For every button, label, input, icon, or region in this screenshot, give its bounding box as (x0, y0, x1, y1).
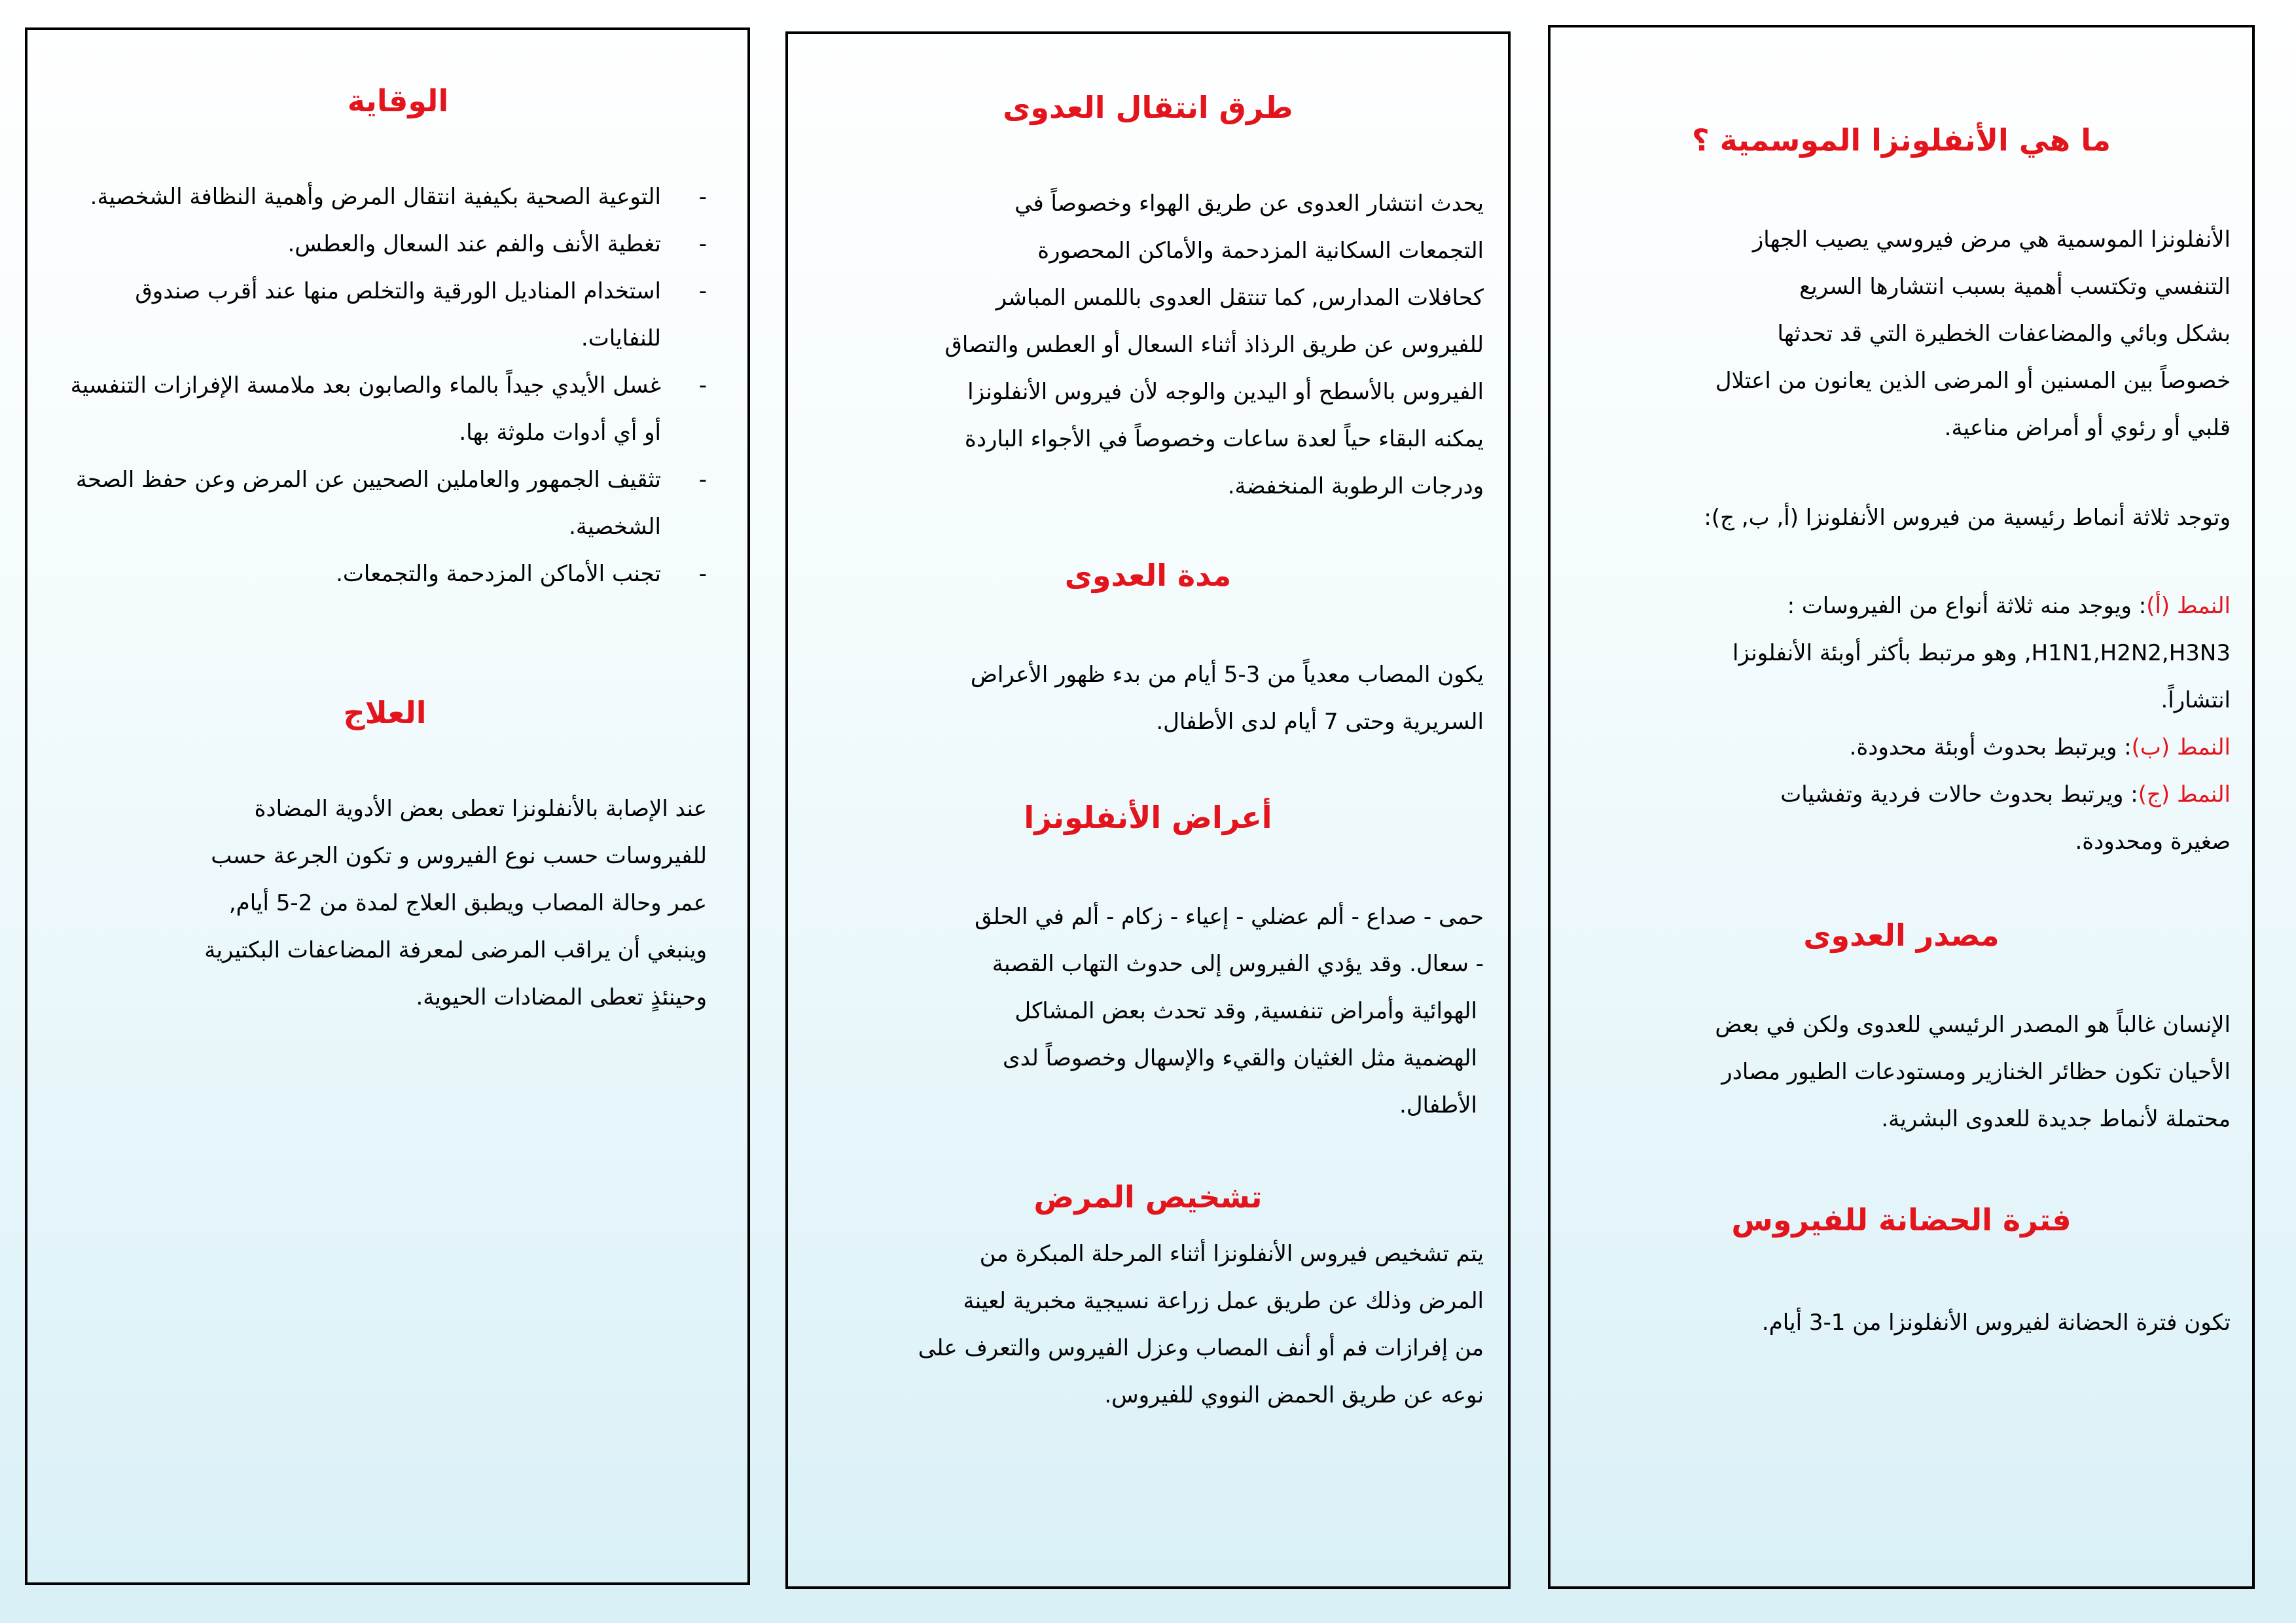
symptoms-line: الهوائية وأمراض تنفسية, وقد تحدث بعض المشاكل (1014, 998, 1477, 1024)
prevention-item-text: التوعية الصحية بكيفية انتقال المرض وأهمية النظافة الشخصية. (90, 184, 661, 210)
diagnosis-line: المرض وذلك عن طريق عمل زراعة نسيجية مخبرية لعينة (963, 1288, 1484, 1314)
duration-line: يكون المصاب معدياً من 3-5 أيام من بدء ظهور الأعراض (970, 662, 1484, 688)
list-item (62, 173, 707, 221)
transmission-line: ودرجات الرطوبة المنخفضة. (1227, 473, 1484, 499)
influenza-title: ما هي الأنفلونزا الموسمية ؟ (1691, 122, 2111, 158)
transmission-line: يمكنه البقاء حياً لعدة ساعات وخصوصاً في الأجواء الباردة (965, 426, 1484, 452)
bullet-dash: - (698, 278, 707, 304)
diagnosis-line: من إفرازات فم أو أنف المصاب وعزل الفيروس والتعرف على (918, 1335, 1484, 1361)
type-c-line2: صغيرة ومحدودة. (2075, 829, 2231, 855)
treatment-line: عند الإصابة بالأنفلونزا تعطى بعض الأدوية المضادة (254, 796, 707, 822)
incubation-title: فترة الحضانة للفيروس (1731, 1202, 2072, 1238)
type-c-text: : ويرتبط بحدوث حالات فردية وتفشيات (1780, 781, 2138, 808)
list-item (62, 550, 707, 597)
source-text (1558, 1001, 2231, 1143)
prevention-item-text: تجنب الأماكن المزدحمة والتجمعات. (336, 561, 661, 587)
prevention-item-text: غسل الأيدي جيداً بالماء والصابون بعد ملامسة الإفرازات التنفسية أو أي أدوات ملوثة بها. (70, 372, 661, 446)
symptoms-title: أعراض الأنفلونزا (1024, 800, 1272, 835)
transmission-line: التجمعات السكانية المزدحمة والأماكن المحصورة (1037, 238, 1484, 264)
intro-line: خصوصاً بين المسنين أو المرضى الذين يعانون من اعتلال (1715, 368, 2231, 394)
intro-line: قلبي أو رئوي أو أمراض مناعية. (1944, 415, 2231, 441)
transmission-line: كحافلات المدارس, كما تنتقل العدوى باللمس المباشر (996, 285, 1484, 311)
intro-line: بشكل وبائي والمضاعفات الخطيرة التي قد تحدثها (1777, 321, 2231, 347)
type-b-label: النمط (ب) (2131, 734, 2231, 760)
influenza-intro (1564, 216, 2231, 452)
diagnosis-line: نوعه عن طريق الحمض النووي للفيروس. (1104, 1382, 1484, 1408)
type-a-line2: H1N1,H2N2,H3N3, وهو مرتبط بأكثر أوبئة الأنفلونزا (1732, 640, 2231, 666)
source-line: الإنسان غالباً هو المصدر الرئيسي للعدوى ولكن في بعض (1715, 1012, 2231, 1038)
list-item (62, 362, 707, 456)
symptoms-line: حمى - صداع - ألم عضلي - إعياء - زكام - ألم في الحلق (975, 904, 1484, 930)
type-a-label: النمط (أ) (2146, 593, 2231, 619)
prevention-item-text: استخدام المناديل الورقية والتخلص منها عند أقرب صندوق للنفايات. (135, 278, 661, 351)
source-line: الأحيان تكون حظائر الخنازير ومستودعات الطيور مصادر (1721, 1059, 2231, 1085)
symptoms-line: الهضمية مثل الغثيان والقيء والإسهال وخصوصاً لدى (1003, 1045, 1477, 1071)
duration-line: السريرية وحتى 7 أيام لدى الأطفال. (1156, 709, 1484, 735)
type-b-line (1564, 724, 2231, 771)
transmission-line: للفيروس عن طريق الرذاذ أثناء السعال أو العطس والتصاق (944, 332, 1484, 358)
duration-title: مدة العدوى (1064, 558, 1232, 593)
prevention-item-text: تغطية الأنف والفم عند السعال والعطس. (287, 231, 661, 257)
bullet-dash: - (698, 561, 707, 587)
diagnosis-title: تشخيص المرض (1033, 1179, 1263, 1215)
treatment-title: العلاج (343, 695, 427, 730)
transmission-title: طرق انتقال العدوى (1003, 90, 1293, 125)
treatment-line: وينبغي أن يراقب المرضى لمعرفة المضاعفات البكتيرية (204, 937, 707, 963)
symptoms-line: - سعال. وقد يؤدي الفيروس إلى حدوث التهاب القصبة (992, 951, 1484, 977)
incubation-text: تكون فترة الحضانة لفيروس الأنفلونزا من 1-3 أيام. (1761, 1310, 2231, 1336)
type-b-text: : ويرتبط بحدوث أوبئة محدودة. (1849, 734, 2132, 760)
type-a-text: : ويوجد منه ثلاثة أنواع من الفيروسات : (1787, 593, 2147, 619)
treatment-line: عمر وحالة المصاب ويطبق العلاج لمدة من 2-5 أيام, (228, 890, 707, 916)
list-item (62, 456, 707, 550)
influenza-types (1564, 582, 2231, 865)
treatment-line: للفيروسات حسب نوع الفيروس و تكون الجرعة حسب (211, 843, 707, 869)
transmission-text (795, 180, 1484, 510)
list-item (62, 221, 707, 268)
type-a-line (1564, 582, 2231, 630)
prevention-item-text: تثقيف الجمهور والعاملين الصحيين عن المرض وعن حفظ الصحة الشخصية. (75, 467, 661, 540)
transmission-line: الفيروس بالأسطح أو اليدين والوجه لأن فيروس الأنفلونزا (967, 379, 1484, 405)
intro-line: التنفسي وتكتسب أهمية بسبب انتشارها السريع (1799, 274, 2231, 300)
symptoms-line: الأطفال. (1399, 1092, 1477, 1118)
duration-text (795, 651, 1484, 745)
list-item (62, 268, 707, 362)
type-c-label: النمط (ج) (2138, 781, 2231, 808)
type-c-line (1564, 771, 2231, 818)
symptoms-text (795, 893, 1484, 1129)
treatment-line: وحينئذٍ تعطى المضادات الحيوية. (416, 984, 707, 1010)
types-intro: وتوجد ثلاثة أنماط رئيسية من فيروس الأنفلونزا (أ, ب, ج): (1704, 505, 2231, 531)
type-a-line3: انتشاراً. (2161, 687, 2231, 713)
source-line: محتملة لأنماط جديدة للعدوى البشرية. (1881, 1106, 2231, 1132)
prevention-list (62, 173, 707, 597)
bullet-dash: - (698, 184, 707, 210)
treatment-text (62, 785, 707, 1021)
intro-line: الأنفلونزا الموسمية هي مرض فيروسي يصيب الجهاز (1752, 226, 2231, 253)
diagnosis-text (795, 1230, 1484, 1419)
bullet-dash: - (698, 231, 707, 257)
diagnosis-line: يتم تشخيص فيروس الأنفلونزا أثناء المرحلة المبكرة من (979, 1241, 1484, 1267)
transmission-line: يحدث انتشار العدوى عن طريق الهواء وخصوصاً في (1014, 190, 1484, 217)
bullet-dash: - (698, 467, 707, 493)
prevention-title: الوقاية (347, 83, 449, 118)
bullet-dash: - (698, 372, 707, 399)
source-title: مصدر العدوى (1803, 918, 2000, 953)
